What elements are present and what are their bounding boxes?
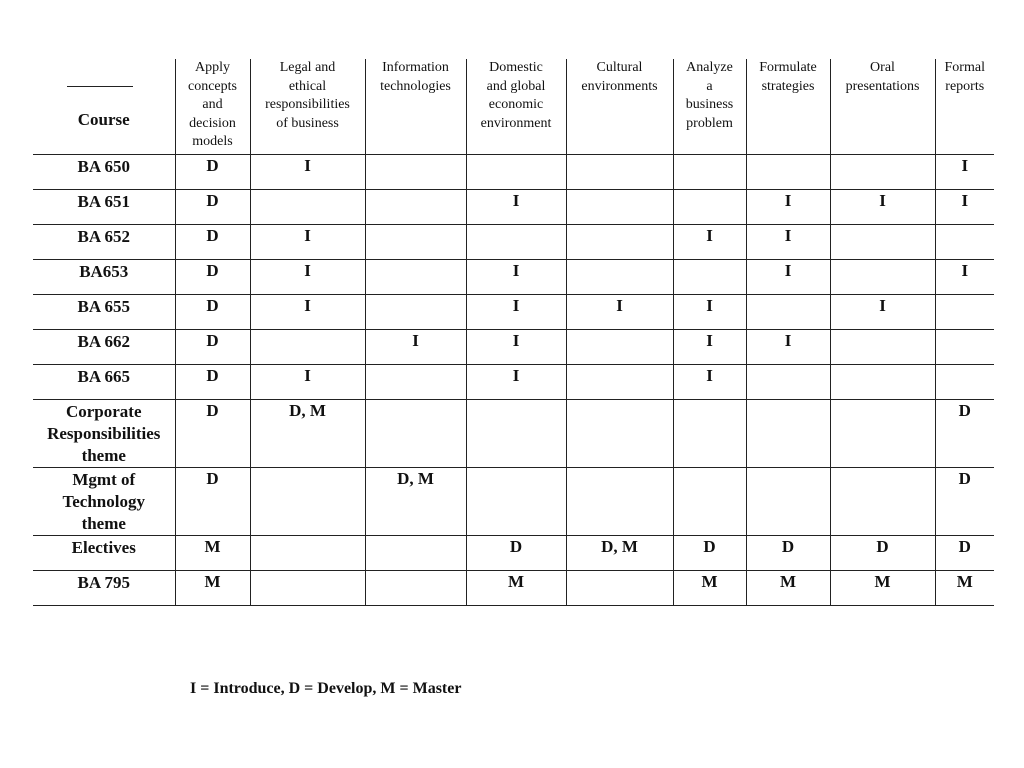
outcome-level-cell: I (250, 155, 365, 190)
outcome-level-cell: I (673, 225, 746, 260)
course-name-cell: BA653 (33, 260, 175, 295)
outcome-level-cell (365, 571, 466, 606)
course-name-cell: Electives (33, 536, 175, 571)
table-row (33, 260, 994, 295)
outcome-level-cell (673, 155, 746, 190)
outcome-header-legal-ethical: Legal and ethical responsibilities of business (250, 59, 365, 155)
header-row (33, 59, 994, 155)
legend-text: I = Introduce, D = Develop, M = Master (190, 680, 462, 697)
outcome-level-cell: M (175, 571, 250, 606)
curriculum-matrix-table (33, 59, 994, 606)
course-name-cell: BA 665 (33, 365, 175, 400)
outcome-level-cell: D, M (250, 400, 365, 468)
outcome-level-cell: D (175, 225, 250, 260)
outcome-level-cell: D (830, 536, 935, 571)
outcome-level-cell (746, 365, 830, 400)
outcome-level-cell: I (466, 295, 566, 330)
outcome-level-cell (466, 155, 566, 190)
outcome-header-oral-presentations: Oral presentations (830, 59, 935, 155)
outcome-level-cell (365, 295, 466, 330)
outcome-level-cell: I (746, 190, 830, 225)
outcome-level-cell (566, 468, 673, 536)
outcome-level-cell (566, 365, 673, 400)
course-name-cell: BA 651 (33, 190, 175, 225)
outcome-header-apply-concepts: Apply concepts and decision models (175, 59, 250, 155)
outcome-level-cell (365, 225, 466, 260)
outcome-level-cell: D (935, 400, 994, 468)
outcome-level-cell: M (466, 571, 566, 606)
table-row (33, 571, 994, 606)
table-row (33, 330, 994, 365)
outcome-level-cell (250, 330, 365, 365)
outcome-level-cell (566, 400, 673, 468)
outcome-level-cell: I (673, 330, 746, 365)
outcome-level-cell (746, 468, 830, 536)
outcome-level-cell: I (935, 190, 994, 225)
outcome-level-cell: D (935, 468, 994, 536)
outcome-level-cell (935, 365, 994, 400)
outcome-level-cell: I (566, 295, 673, 330)
outcome-level-cell (566, 155, 673, 190)
outcome-level-cell (830, 365, 935, 400)
outcome-level-cell (673, 190, 746, 225)
outcome-level-cell (365, 155, 466, 190)
outcome-level-cell: D (175, 468, 250, 536)
outcome-level-cell (365, 536, 466, 571)
outcome-header-information-technologies: Information technologies (365, 59, 466, 155)
outcome-level-cell: I (466, 365, 566, 400)
table-header (33, 59, 994, 155)
table-body (33, 155, 994, 606)
outcome-level-cell: D (175, 365, 250, 400)
outcome-level-cell (566, 330, 673, 365)
outcome-level-cell (466, 225, 566, 260)
outcome-level-cell (250, 468, 365, 536)
table-row (33, 155, 994, 190)
outcome-level-cell: I (466, 260, 566, 295)
outcome-level-cell: D (466, 536, 566, 571)
outcome-level-cell: D (175, 295, 250, 330)
outcome-level-cell (365, 400, 466, 468)
outcome-level-cell (466, 468, 566, 536)
outcome-level-cell: D, M (365, 468, 466, 536)
outcome-level-cell (250, 536, 365, 571)
outcome-level-cell (830, 155, 935, 190)
course-name-cell: BA 655 (33, 295, 175, 330)
outcome-level-cell: I (466, 330, 566, 365)
outcome-level-cell: D (175, 260, 250, 295)
course-name-cell: Corporate Responsibilities theme (33, 400, 175, 468)
outcome-level-cell: M (746, 571, 830, 606)
course-name-cell: BA 662 (33, 330, 175, 365)
outcome-level-cell (566, 260, 673, 295)
table-row (33, 190, 994, 225)
outcome-level-cell (673, 400, 746, 468)
course-name-cell: BA 652 (33, 225, 175, 260)
table-row (33, 400, 994, 468)
outcome-header-economic-environment: Domestic and global economic environment (466, 59, 566, 155)
outcome-level-cell (935, 225, 994, 260)
table-row (33, 468, 994, 536)
outcome-level-cell (250, 190, 365, 225)
outcome-level-cell: I (830, 190, 935, 225)
outcome-level-cell (673, 260, 746, 295)
course-name-cell: BA 650 (33, 155, 175, 190)
outcome-level-cell: I (250, 365, 365, 400)
table-row (33, 365, 994, 400)
outcome-level-cell (935, 295, 994, 330)
outcome-level-cell: M (673, 571, 746, 606)
outcome-level-cell: I (935, 155, 994, 190)
outcome-level-cell (566, 190, 673, 225)
table-row (33, 225, 994, 260)
outcome-level-cell: I (935, 260, 994, 295)
outcome-level-cell (566, 571, 673, 606)
outcome-level-cell: D (673, 536, 746, 571)
outcome-level-cell: D (175, 190, 250, 225)
outcome-header-analyze-problem: Analyze a business problem (673, 59, 746, 155)
outcome-header-formal-reports: Formal reports (935, 59, 994, 155)
outcome-level-cell (830, 400, 935, 468)
course-name-cell: Mgmt of Technology theme (33, 468, 175, 536)
outcome-level-cell (746, 155, 830, 190)
outcome-level-cell (250, 571, 365, 606)
outcome-level-cell (466, 400, 566, 468)
outcome-level-cell (365, 260, 466, 295)
header-dash-line (67, 86, 133, 87)
outcome-level-cell: D (746, 536, 830, 571)
outcome-level-cell: D (935, 536, 994, 571)
outcome-level-cell (746, 400, 830, 468)
outcome-level-cell (830, 468, 935, 536)
outcome-level-cell: D, M (566, 536, 673, 571)
outcome-header-cultural-environments: Cultural environments (566, 59, 673, 155)
table-row (33, 536, 994, 571)
course-header-label: Course (77, 110, 130, 129)
outcome-level-cell: D (175, 155, 250, 190)
outcome-level-cell: I (673, 295, 746, 330)
outcome-level-cell (935, 330, 994, 365)
outcome-level-cell: I (673, 365, 746, 400)
outcome-level-cell (566, 225, 673, 260)
outcome-level-cell: M (830, 571, 935, 606)
outcome-level-cell (830, 330, 935, 365)
outcome-level-cell: I (250, 225, 365, 260)
outcome-level-cell: I (250, 295, 365, 330)
course-column-header (33, 59, 175, 155)
outcome-level-cell (746, 295, 830, 330)
course-name-cell: BA 795 (33, 571, 175, 606)
outcome-level-cell (830, 225, 935, 260)
outcome-level-cell: I (365, 330, 466, 365)
outcome-level-cell: D (175, 400, 250, 468)
outcome-level-cell: I (746, 330, 830, 365)
outcome-header-formulate-strategies: Formulate strategies (746, 59, 830, 155)
outcome-level-cell (830, 260, 935, 295)
table-row (33, 295, 994, 330)
outcome-level-cell (673, 468, 746, 536)
outcome-level-cell: I (250, 260, 365, 295)
outcome-level-cell: I (746, 225, 830, 260)
outcome-level-cell: M (175, 536, 250, 571)
outcome-level-cell (365, 190, 466, 225)
outcome-level-cell: M (935, 571, 994, 606)
outcome-level-cell: I (466, 190, 566, 225)
outcome-level-cell: D (175, 330, 250, 365)
outcome-level-cell (365, 365, 466, 400)
outcome-level-cell: I (830, 295, 935, 330)
outcome-level-cell: I (746, 260, 830, 295)
